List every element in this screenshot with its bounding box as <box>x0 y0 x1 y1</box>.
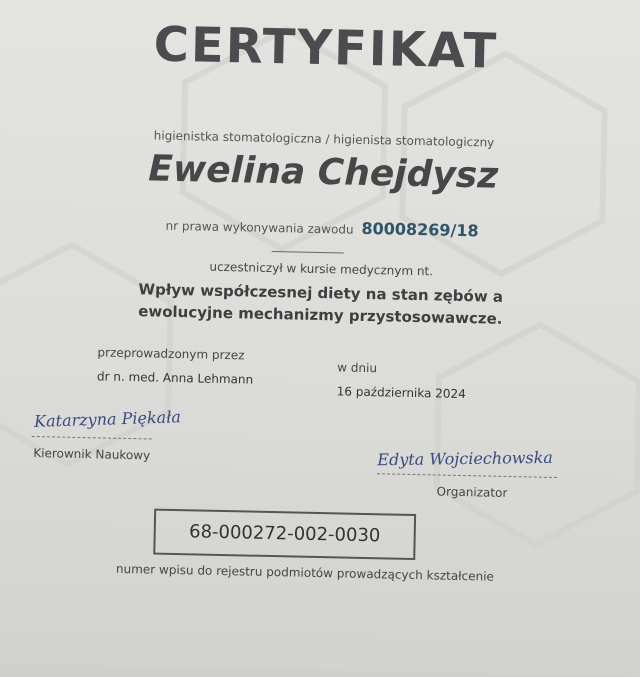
signature-right-role: Organizator <box>436 484 508 500</box>
date-label: w dniu <box>337 360 378 376</box>
signature-right-line <box>377 473 557 478</box>
signature-left-role: Kierownik Naukowy <box>33 446 151 463</box>
signature-right: Edyta Wojciechowska <box>377 447 554 470</box>
registry-number-box: 68-000272-002-0030 <box>153 509 416 560</box>
divider <box>272 251 344 254</box>
license-number: 80008269/18 <box>361 218 479 241</box>
profession-text: higienistka stomatologiczna / higienista stomatologiczny <box>153 128 495 150</box>
signature-left-line <box>32 436 152 440</box>
license-label: nr prawa wykonywania zawodu <box>165 218 354 237</box>
certificate-title: CERTYFIKAT <box>153 16 499 80</box>
conducted-label: przeprowadzonym przez <box>97 345 245 363</box>
registry-label: numer wpisu do rejestru podmiotów prowadzących kształcenie <box>115 561 495 584</box>
date-value: 16 października 2024 <box>336 384 466 402</box>
recipient-name: Ewelina Chejdysz <box>147 148 499 197</box>
participated-text: uczestniczył w kursie medycznym nt. <box>209 259 434 279</box>
course-title: Wpływ współczesnej diety na stan zębów a ewolucyjne mechanizmy przystosowawcze. <box>137 280 504 328</box>
conducted-by: dr n. med. Anna Lehmann <box>96 369 254 387</box>
license-line <box>0 211 640 244</box>
signature-left: Katarzyna Piękała <box>33 407 182 431</box>
